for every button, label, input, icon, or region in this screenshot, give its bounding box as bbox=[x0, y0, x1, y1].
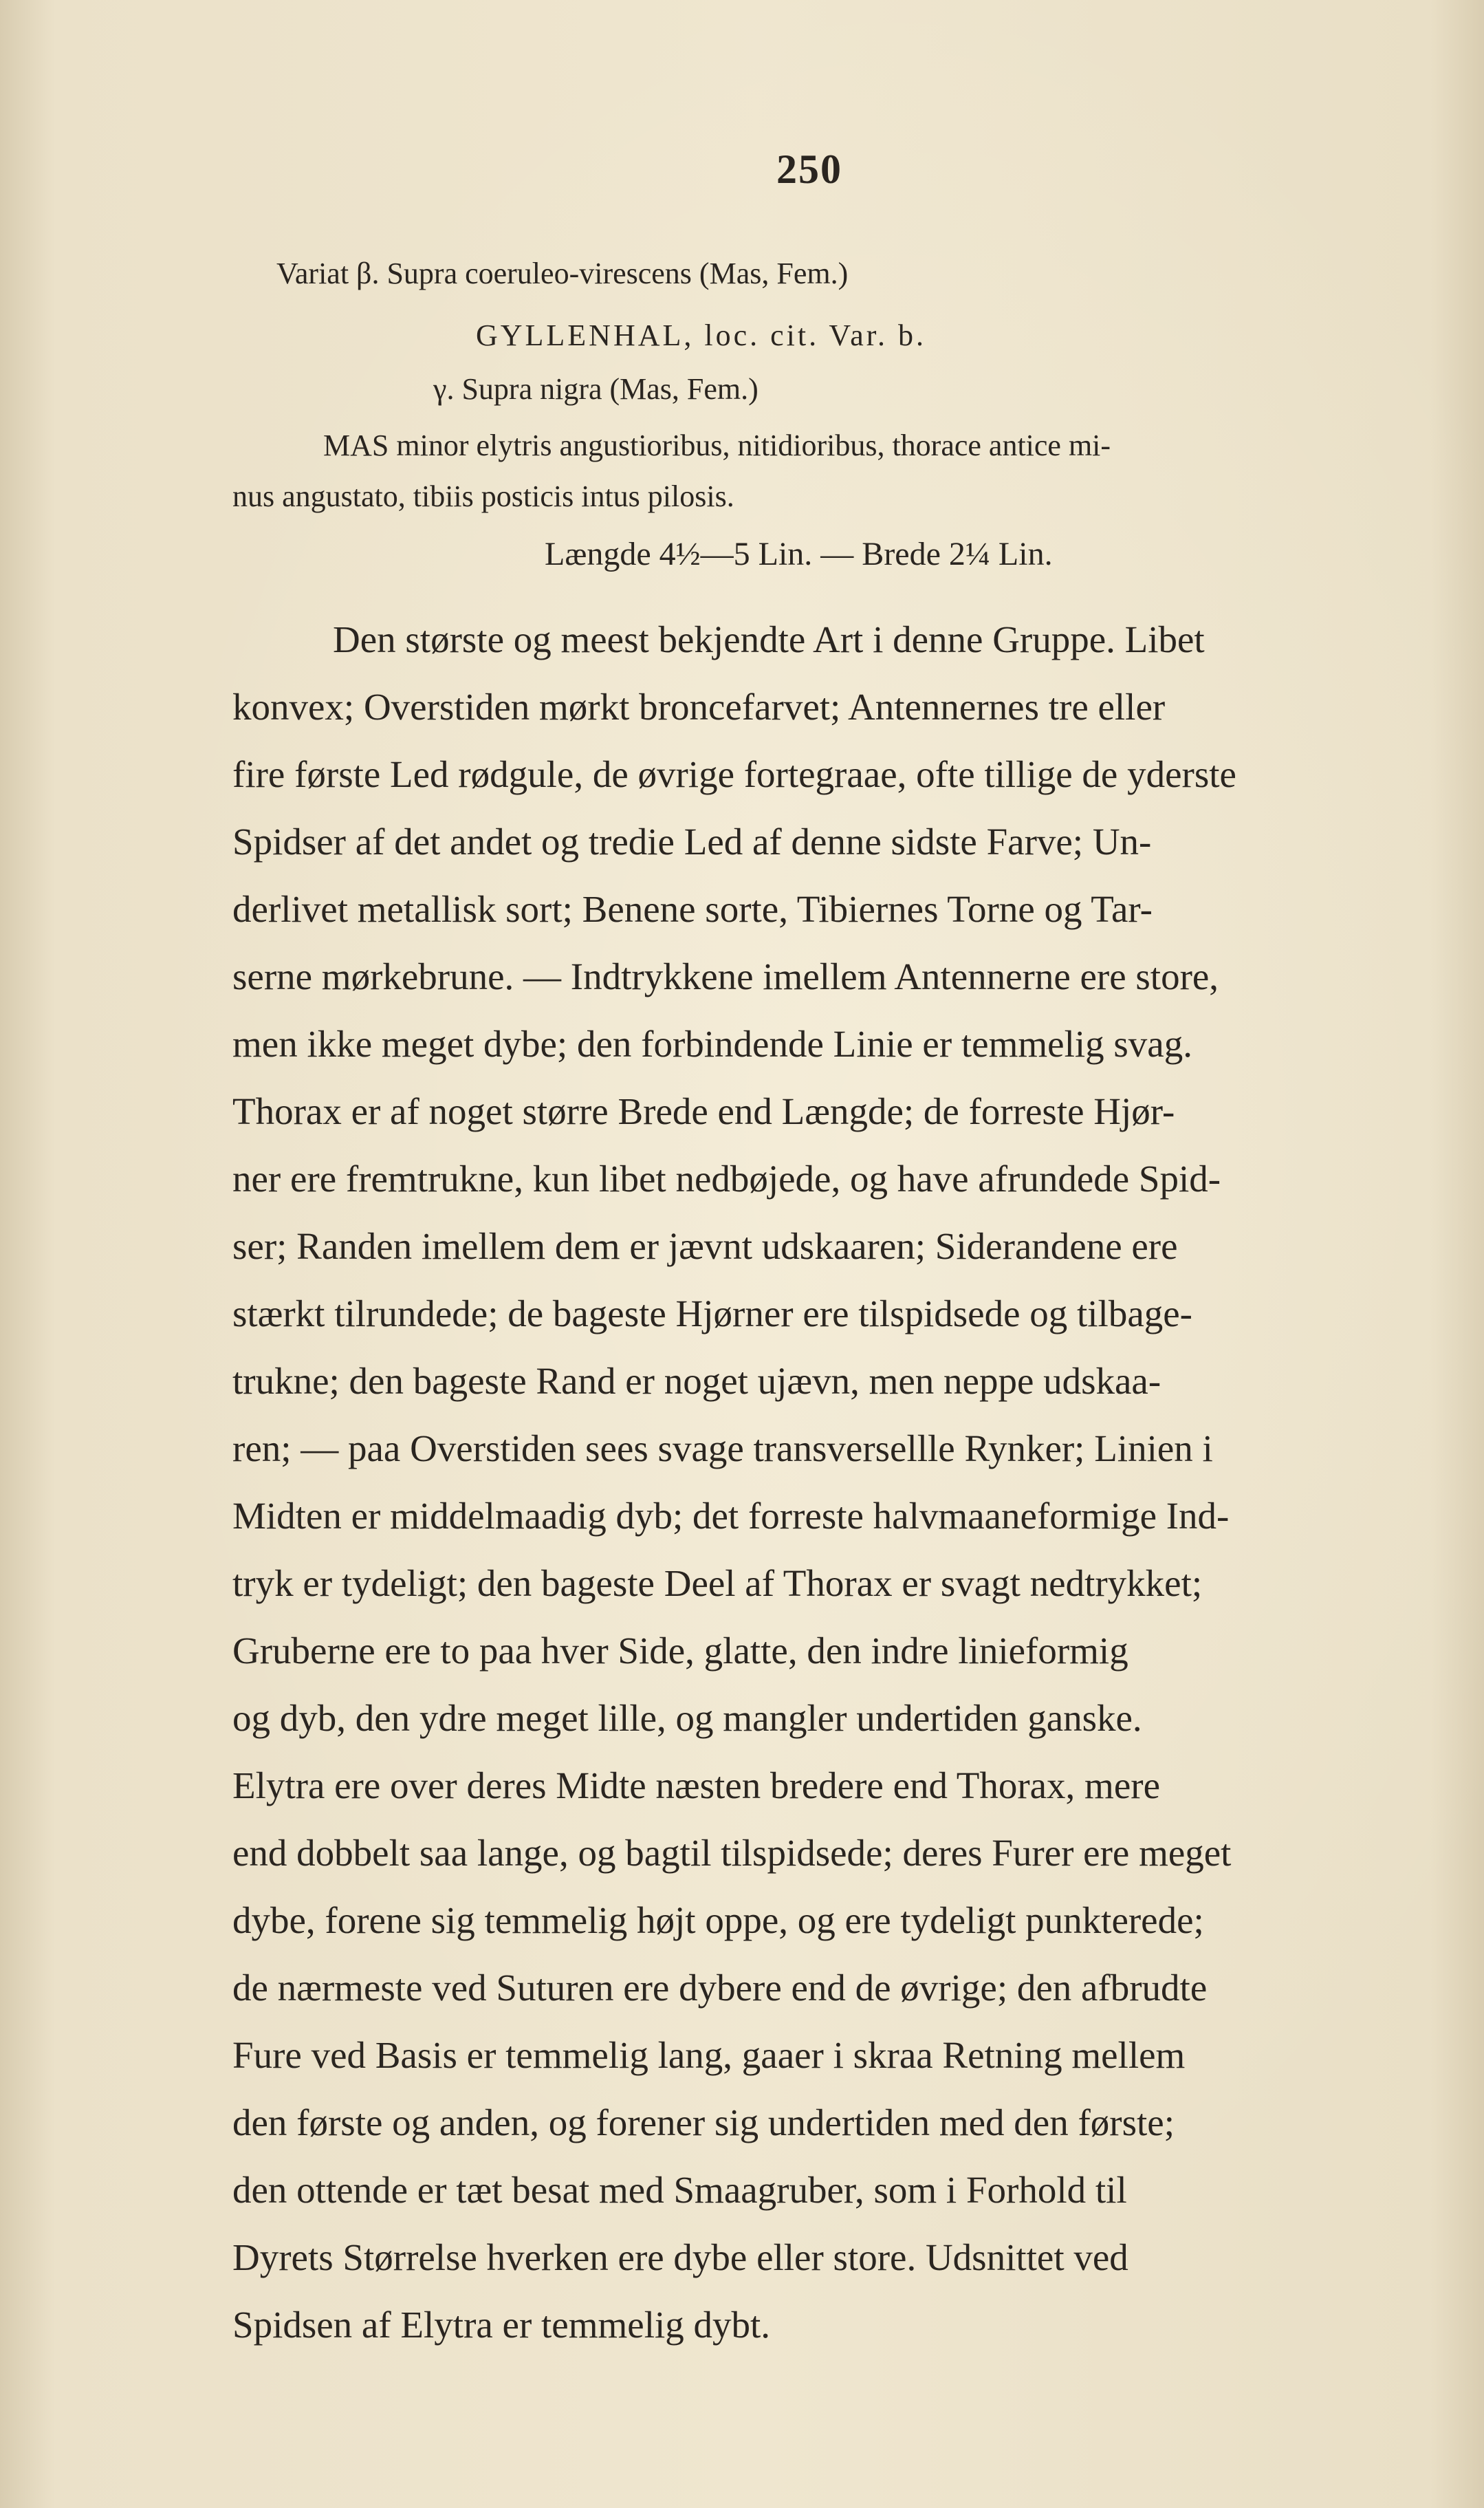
paragraph-line: Dyrets Størrelse hverken ere dybe eller store. Udsnittet ved bbox=[232, 2236, 1128, 2278]
paragraph-line: fire første Led rødgule, de øvrige fortegraae, ofte tillige de yderste bbox=[232, 753, 1236, 795]
paragraph-line: Gruberne ere to paa hver Side, glatte, den indre linieformig bbox=[232, 1630, 1128, 1672]
paragraph-line: ner ere fremtrukne, kun libet nedbøjede, og have afrundede Spid- bbox=[232, 1158, 1221, 1200]
citation-line: GYLLENHAL, loc. cit. Var. b. bbox=[476, 318, 926, 352]
paragraph-line: dybe, forene sig temmelig højt oppe, og ere tydeligt punkterede; bbox=[232, 1899, 1204, 1941]
paragraph-line: Elytra ere over deres Midte næsten bredere end Thorax, mere bbox=[232, 1764, 1160, 1806]
paragraph-line: trukne; den bageste Rand er noget ujævn, men neppe udskaa- bbox=[232, 1360, 1161, 1402]
paragraph-line: men ikke meget dybe; den forbindende Linie er temmelig svag. bbox=[232, 1023, 1192, 1065]
paragraph-line: Fure ved Basis er temmelig lang, gaaer i skraa Retning mellem bbox=[232, 2034, 1186, 2076]
paragraph-line: den første og anden, og forener sig undertiden med den første; bbox=[232, 2101, 1175, 2143]
variety-gamma-line: γ. Supra nigra (Mas, Fem.) bbox=[433, 372, 759, 406]
paragraph-line: end dobbelt saa lange, og bagtil tilspidsede; deres Furer ere meget bbox=[232, 1832, 1232, 1874]
male-description-line: MAS minor elytris angustioribus, nitidioribus, thorace antice mi- bbox=[323, 429, 1111, 462]
male-description-continuation: nus angustato, tibiis posticis intus pilosis. bbox=[232, 479, 734, 513]
variety-beta-line: Variat β. Supra coeruleo-virescens (Mas, Fem.) bbox=[276, 257, 849, 290]
paragraph-line: Midten er middelmaadig dyb; det forreste halvmaaneformige Ind- bbox=[232, 1495, 1230, 1537]
paragraph-line: derlivet metallisk sort; Benene sorte, Tibiernes Torne og Tar- bbox=[232, 888, 1153, 930]
paragraph-line: de nærmeste ved Suturen ere dybere end de øvrige; den afbrudte bbox=[232, 1967, 1208, 2009]
paragraph-line: Thorax er af noget større Brede end Længde; de forreste Hjør- bbox=[232, 1090, 1175, 1132]
measurements-line: Længde 4½—5 Lin. — Brede 2¼ Lin. bbox=[545, 536, 1053, 572]
paragraph-line: konvex; Overstiden mørkt broncefarvet; Antennernes tre eller bbox=[232, 686, 1166, 728]
paragraph-line: Den største og meest bekjendte Art i denne Gruppe. Libet bbox=[333, 618, 1205, 660]
paragraph-line: stærkt tilrundede; de bageste Hjørner ere tilspidsede og tilbage- bbox=[232, 1293, 1192, 1334]
paragraph-line: ser; Randen imellem dem er jævnt udskaaren; Siderandene ere bbox=[232, 1225, 1178, 1267]
paragraph-line: serne mørkebrune. — Indtrykkene imellem Antennerne ere store, bbox=[232, 955, 1219, 997]
page-number: 250 bbox=[776, 147, 842, 192]
paragraph-line: Spidser af det andet og tredie Led af denne sidste Farve; Un- bbox=[232, 821, 1152, 863]
paragraph-line: og dyb, den ydre meget lille, og mangler undertiden ganske. bbox=[232, 1697, 1142, 1739]
paragraph-line: den ottende er tæt besat med Smaagruber, som i Forhold til bbox=[232, 2169, 1127, 2211]
paragraph-line: ren; — paa Overstiden sees svage transversellle Rynker; Linien i bbox=[232, 1427, 1213, 1469]
paragraph-line: Spidsen af Elytra er temmelig dybt. bbox=[232, 2304, 771, 2346]
paragraph-line: tryk er tydeligt; den bageste Deel af Thorax er svagt nedtrykket; bbox=[232, 1562, 1203, 1604]
